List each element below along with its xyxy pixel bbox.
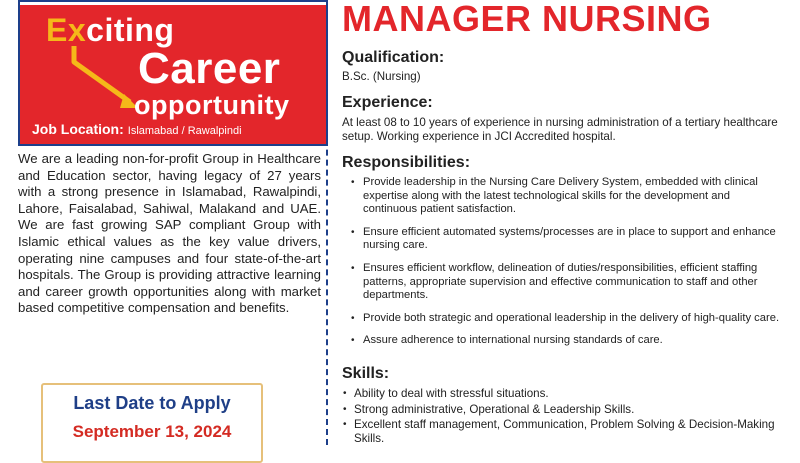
job-location-label: Job Location: xyxy=(32,121,124,137)
responsibility-item: • Provide leadership in the Nursing Care Delivery System, embedded with clinical expertise along with the latest technological skills for the development and continuous patient satisfaction. xyxy=(342,176,782,217)
experience-text: At least 08 to 10 years of experience in nursing administration of a tertiary healthcare setup. Working experience in JCI Accredited hospital. xyxy=(342,116,778,143)
qualification-text: B.Sc. (Nursing) xyxy=(342,70,421,83)
responsibility-item: • Provide both strategic and operational leadership in the delivery of high-quality care. xyxy=(342,312,782,326)
deadline-box xyxy=(41,383,263,463)
experience-heading: Experience: xyxy=(342,94,433,111)
company-description: We are a leading non-for-profit Group in Healthcare and Education sector, having legacy of 27 years with a strong presence in Islamabad, Rawalpindi, Lahore, Faisalabad, Sahiwal, Malakand and UAE. We are fast growing SAP compliant Group with Islamic ethical values as the key value drivers, operating nine campuses and four state-of-the-art hospitals. The Group is providing attractive learning and career growth opportunities along with market based competitive compensation and benefits. xyxy=(18,151,321,316)
job-title: MANAGER NURSING xyxy=(342,0,712,39)
responsibilities-heading: Responsibilities: xyxy=(342,154,471,171)
skill-item: • Excellent staff management, Communication, Problem Solving & Decision-Making Skills. xyxy=(342,418,782,445)
job-location xyxy=(32,121,242,139)
banner-career: Career xyxy=(138,44,281,93)
banner-opportunity: opportunity xyxy=(134,90,290,120)
left-column xyxy=(0,0,335,445)
banner-exciting: Exciting xyxy=(46,12,175,48)
skill-item: • Strong administrative, Operational & Leadership Skills. xyxy=(342,403,782,417)
responsibility-item: • Assure adherence to international nursing standards of care. xyxy=(342,334,782,348)
responsibilities-list xyxy=(342,176,782,348)
responsibility-item: • Ensures efficient workflow, delineation of duties/responsibilities, efficient staffing patterns, appropriate supervision and effective communication to staff and other departments. xyxy=(342,262,782,303)
job-location-value: Islamabad / Rawalpindi xyxy=(127,125,242,137)
skills-heading: Skills: xyxy=(342,365,390,382)
responsibility-item: • Ensure efficient automated systems/processes are in place to support and enhance nursing care. xyxy=(342,226,782,253)
deadline-date: September 13, 2024 xyxy=(72,422,232,441)
divider-stub xyxy=(326,0,328,12)
deadline-title: Last Date to Apply xyxy=(73,393,231,413)
career-banner xyxy=(18,0,328,146)
skills-list xyxy=(342,387,782,445)
qualification-heading: Qualification: xyxy=(342,49,445,66)
skill-item: • Ability to deal with stressful situations. xyxy=(342,387,782,401)
column-divider xyxy=(326,0,328,445)
